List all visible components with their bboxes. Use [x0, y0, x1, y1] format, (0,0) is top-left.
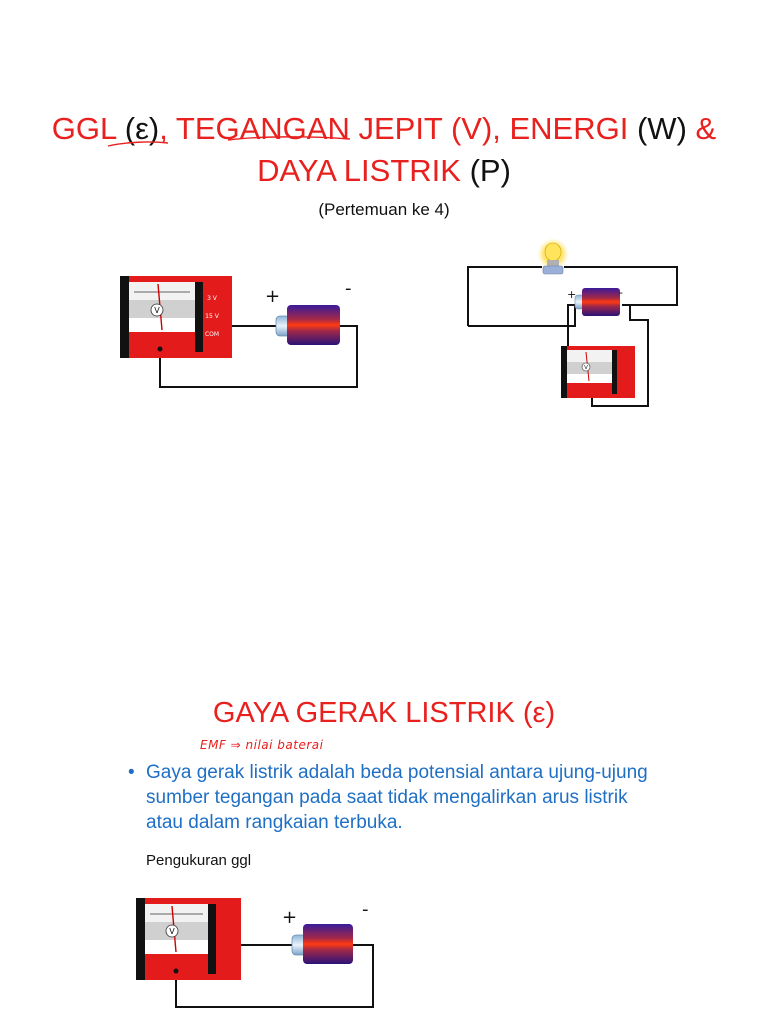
title-ggl: GGL: [51, 111, 117, 146]
title-epsilon: (ε): [124, 111, 160, 146]
svg-text:COM: COM: [204, 331, 220, 338]
meter-symbol: V: [584, 365, 588, 371]
plus-sign: +: [265, 286, 281, 307]
minus-sign: -: [619, 286, 623, 299]
title-daya-listrik: DAYA LISTRIK: [257, 153, 461, 188]
title-w-symbol: (W): [636, 111, 687, 146]
slide-2-title: GAYA GERAK LISTRIK (ε): [212, 697, 556, 729]
caption-pengukuran: Pengukuran ggl: [146, 852, 252, 869]
subtitle: (Pertemuan ke 4): [318, 200, 450, 219]
title-ampersand: &: [695, 111, 717, 146]
wire: [468, 267, 542, 326]
plus-sign: +: [567, 288, 577, 301]
plus-sign: +: [282, 907, 298, 928]
handwritten-note: EMF ⇒ nilai baterai: [200, 738, 324, 752]
battery-icon: [292, 924, 353, 964]
meter-symbol: V: [154, 306, 160, 315]
title-p-symbol: (P): [469, 153, 511, 188]
title-v-symbol: (V): [450, 111, 493, 146]
wire: [468, 305, 575, 326]
meter-symbol: V: [169, 927, 175, 936]
voltmeter-icon: [136, 898, 241, 980]
title-energi: , ENERGI: [492, 111, 629, 146]
minus-sign: -: [362, 899, 369, 920]
bullet-marker: •: [128, 762, 135, 783]
slide-2: [0, 512, 768, 1024]
circuit-diagram-emf: [0, 512, 768, 1024]
minus-sign: -: [345, 278, 352, 299]
voltmeter-icon: [561, 346, 635, 398]
light-bulb-icon: [537, 238, 569, 274]
svg-text:15 V: 15 V: [205, 313, 219, 320]
title-tegangan-jepit: , TEGANGAN JEPIT: [159, 111, 443, 146]
svg-text:3 V: 3 V: [207, 295, 217, 302]
battery-icon: [575, 288, 620, 316]
bullet-text: Gaya gerak listrik adalah beda potensial antara ujung-ujung sumber tegangan pada saat tidak mengalirkan arus listrik atau dalam rangkaian terbuka.: [146, 762, 648, 833]
